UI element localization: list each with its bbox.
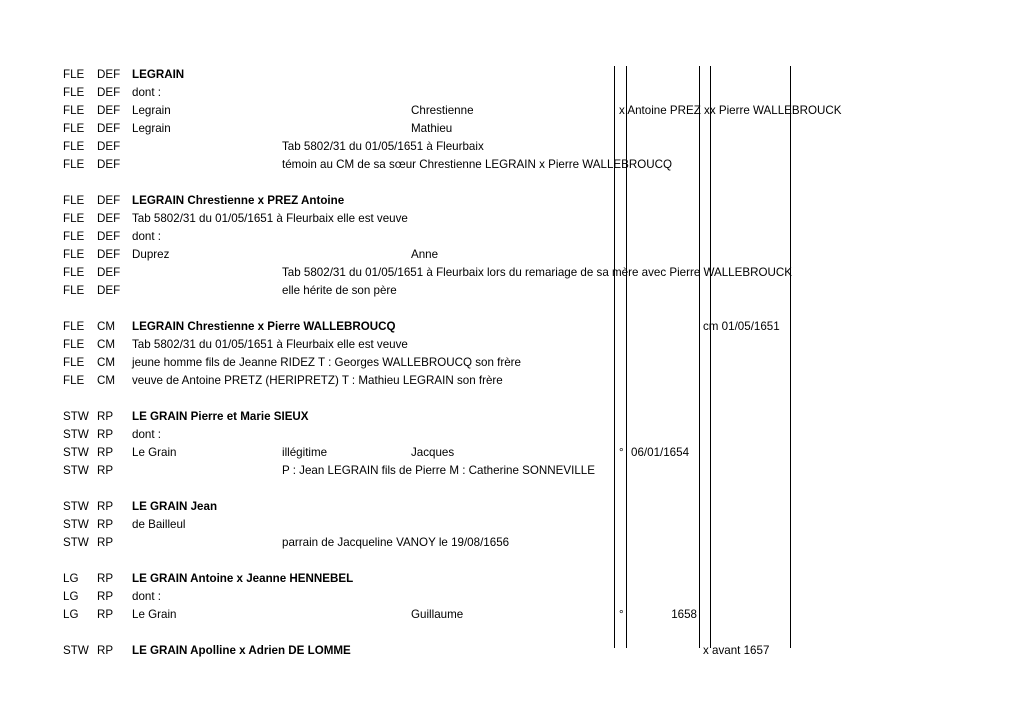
record-name: LEGRAIN Chrestienne x PREZ Antoine xyxy=(132,194,345,207)
record-source-code: FLE xyxy=(63,212,85,225)
record-name: Duprez xyxy=(132,248,170,261)
record-row xyxy=(0,444,1024,462)
record-name: LEGRAIN xyxy=(132,68,185,81)
record-detail: témoin au CM de sa sœur Chrestienne LEGRAIN x Pierre WALLEBROUCQ xyxy=(282,158,673,171)
record-source-code: LG xyxy=(63,608,79,621)
record-firstname: Anne xyxy=(411,248,439,261)
record-source-code: STW xyxy=(63,536,89,549)
record-type: CM xyxy=(97,338,116,351)
record-row xyxy=(0,462,1024,480)
record-name: dont : xyxy=(132,86,162,99)
record-type: RP xyxy=(97,644,114,657)
record-type: DEF xyxy=(97,86,121,99)
record-type: RP xyxy=(97,428,114,441)
record-name: Legrain xyxy=(132,104,171,117)
record-type: DEF xyxy=(97,212,121,225)
record-type: DEF xyxy=(97,140,121,153)
record-source-code: STW xyxy=(63,518,89,531)
record-row xyxy=(0,372,1024,390)
record-row xyxy=(0,102,1024,120)
record-row xyxy=(0,192,1024,210)
record-type: CM xyxy=(97,356,116,369)
record-detail: Tab 5802/31 du 01/05/1651 à Fleurbaix xyxy=(282,140,484,153)
record-type: DEF xyxy=(97,104,121,117)
record-detail: elle hérite de son père xyxy=(282,284,397,297)
record-source-code: STW xyxy=(63,464,89,477)
record-firstname: Guillaume xyxy=(411,608,464,621)
record-marriage: x avant 1657 xyxy=(703,644,770,657)
record-type: RP xyxy=(97,446,114,459)
record-source-code: STW xyxy=(63,446,89,459)
record-row xyxy=(0,84,1024,102)
record-firstname: Mathieu xyxy=(411,122,453,135)
record-name: de Bailleul xyxy=(132,518,186,531)
record-row xyxy=(0,588,1024,606)
record-row xyxy=(0,354,1024,372)
record-row xyxy=(0,66,1024,84)
record-source-code: LG xyxy=(63,590,79,603)
record-source-code: FLE xyxy=(63,248,85,261)
record-source-code: FLE xyxy=(63,338,85,351)
record-row xyxy=(0,516,1024,534)
record-source-code: STW xyxy=(63,500,89,513)
record-source-code: FLE xyxy=(63,86,85,99)
record-row xyxy=(0,498,1024,516)
record-firstname: Chrestienne xyxy=(411,104,474,117)
record-source-code: FLE xyxy=(63,320,85,333)
record-type: RP xyxy=(97,536,114,549)
record-firstname: Jacques xyxy=(411,446,455,459)
record-type: DEF xyxy=(97,248,121,261)
record-name: LEGRAIN Chrestienne x Pierre WALLEBROUCQ xyxy=(132,320,396,333)
record-name: Legrain xyxy=(132,122,171,135)
record-source-code: FLE xyxy=(63,230,85,243)
record-detail: Tab 5802/31 du 01/05/1651 à Fleurbaix lors du remariage de sa mère avec Pierre WALLEBROUCK xyxy=(282,266,792,279)
record-row xyxy=(0,642,1024,660)
record-detail: parrain de Jacqueline VANOY le 19/08/1656 xyxy=(282,536,510,549)
record-row xyxy=(0,408,1024,426)
record-type: DEF xyxy=(97,122,121,135)
record-name: jeune homme fils de Jeanne RIDEZ T : Georges WALLEBROUCQ son frère xyxy=(132,356,521,369)
record-source-code: FLE xyxy=(63,104,85,117)
record-type: CM xyxy=(97,320,116,333)
record-type: RP xyxy=(97,464,114,477)
record-row xyxy=(0,210,1024,228)
record-source-code: FLE xyxy=(63,140,85,153)
record-source-code: LG xyxy=(63,572,79,585)
record-row xyxy=(0,264,1024,282)
record-name: Tab 5802/31 du 01/05/1651 à Fleurbaix elle est veuve xyxy=(132,338,408,351)
record-name: LE GRAIN Pierre et Marie SIEUX xyxy=(132,410,309,423)
record-row xyxy=(0,138,1024,156)
record-source-code: STW xyxy=(63,428,89,441)
record-source-code: FLE xyxy=(63,266,85,279)
record-event-mark: ° xyxy=(619,608,624,621)
record-type: CM xyxy=(97,374,116,387)
record-row xyxy=(0,606,1024,624)
record-name: dont : xyxy=(132,590,162,603)
record-name: Le Grain xyxy=(132,608,177,621)
record-row xyxy=(0,570,1024,588)
record-type: DEF xyxy=(97,284,121,297)
record-type: RP xyxy=(97,410,114,423)
record-name: veuve de Antoine PRETZ (HERIPRETZ) T : Mathieu LEGRAIN son frère xyxy=(132,374,503,387)
record-type: RP xyxy=(97,608,114,621)
record-row xyxy=(0,246,1024,264)
record-date: 1658 xyxy=(671,608,697,621)
record-row xyxy=(0,426,1024,444)
record-type: RP xyxy=(97,572,114,585)
record-type: DEF xyxy=(97,68,121,81)
record-name: dont : xyxy=(132,428,162,441)
record-row xyxy=(0,318,1024,336)
record-type: DEF xyxy=(97,158,121,171)
record-row xyxy=(0,282,1024,300)
record-row xyxy=(0,336,1024,354)
record-name: LE GRAIN Antoine x Jeanne HENNEBEL xyxy=(132,572,354,585)
record-source-code: FLE xyxy=(63,374,85,387)
record-detail: illégitime xyxy=(282,446,328,459)
record-source-code: STW xyxy=(63,644,89,657)
record-event-mark: ° xyxy=(619,446,624,459)
record-type: RP xyxy=(97,500,114,513)
record-source-code: FLE xyxy=(63,68,85,81)
record-type: RP xyxy=(97,590,114,603)
record-marriage: cm 01/05/1651 xyxy=(703,320,780,333)
record-source-code: FLE xyxy=(63,356,85,369)
record-source-code: STW xyxy=(63,410,89,423)
record-name: LE GRAIN Apolline x Adrien DE LOMME xyxy=(132,644,351,657)
record-type: RP xyxy=(97,518,114,531)
record-row xyxy=(0,534,1024,552)
record-row xyxy=(0,228,1024,246)
record-source-code: FLE xyxy=(63,284,85,297)
record-name: Le Grain xyxy=(132,446,177,459)
record-event-mark: x Antoine PREZ xx Pierre WALLEBROUCK xyxy=(619,104,842,117)
record-name: LE GRAIN Jean xyxy=(132,500,218,513)
record-row xyxy=(0,120,1024,138)
record-source-code: FLE xyxy=(63,194,85,207)
record-source-code: FLE xyxy=(63,122,85,135)
record-date: 06/01/1654 xyxy=(631,446,690,459)
record-type: DEF xyxy=(97,194,121,207)
record-type: DEF xyxy=(97,266,121,279)
record-name: Tab 5802/31 du 01/05/1651 à Fleurbaix elle est veuve xyxy=(132,212,408,225)
record-name: dont : xyxy=(132,230,162,243)
record-detail: P : Jean LEGRAIN fils de Pierre M : Catherine SONNEVILLE xyxy=(282,464,595,477)
record-source-code: FLE xyxy=(63,158,85,171)
record-row xyxy=(0,156,1024,174)
record-type: DEF xyxy=(97,230,121,243)
